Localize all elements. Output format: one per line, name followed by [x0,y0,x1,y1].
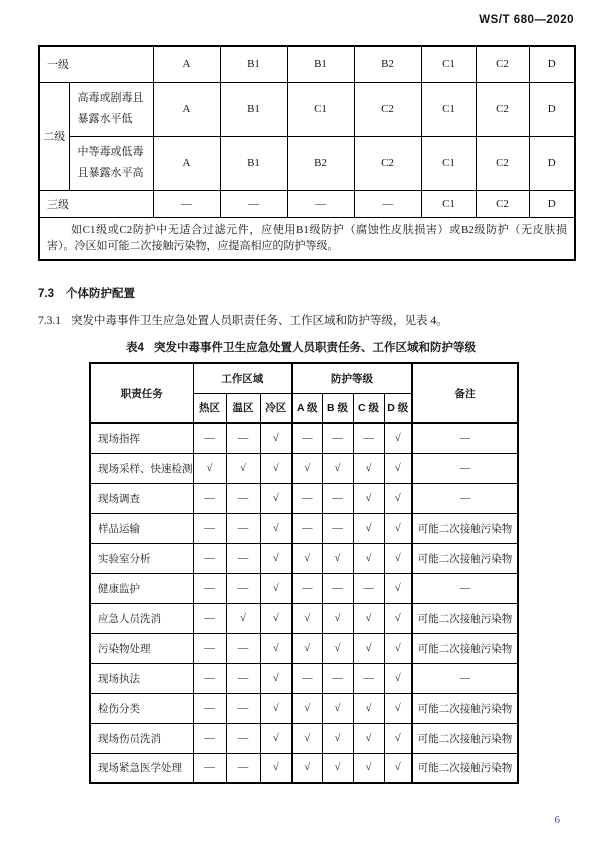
zone-cell: — [193,423,226,453]
col-header-level-a: A 级 [292,393,322,423]
remark-cell: — [412,423,518,453]
col-group-work-area: 工作区域 [193,363,292,393]
level-cell: √ [292,603,322,633]
level-2-label: 二级 [39,82,69,190]
table-row [90,543,518,573]
level-cell: √ [353,483,384,513]
zone-cell: √ [260,543,292,573]
level-cell: — [322,483,353,513]
toxicity-condition: 中等毒或低毒且暴露水平高 [69,136,153,190]
table4-title [0,339,602,355]
level-cell: √ [353,633,384,663]
level-cell: √ [353,603,384,633]
level-cell: √ [384,693,412,723]
zone-cell: — [193,513,226,543]
zone-cell: √ [260,693,292,723]
remark-cell: — [412,453,518,483]
table-row [90,513,518,543]
paragraph-text: 突发中毒事件卫生应急处置人员职责任务、工作区域和防护等级，见表 4。 [71,315,448,327]
table-row [39,82,575,136]
level-cell: C2 [354,136,421,190]
table-row [90,603,518,633]
table-row [90,483,518,513]
level-cell: D [529,46,575,82]
table-row [90,753,518,783]
doc-number: WS/T 680—2020 [479,14,574,26]
level-cell: √ [384,423,412,453]
table-row [90,693,518,723]
level-cell: D [529,136,575,190]
task-cell: 现场紧急医学处理 [90,753,193,783]
level-cell: √ [353,453,384,483]
col-header-level-d: D 级 [384,393,412,423]
level-cell: — [287,190,354,217]
remark-cell: 可能二次接触污染物 [412,633,518,663]
level-cell: — [322,663,353,693]
remark-cell: 可能二次接触污染物 [412,723,518,753]
level-cell: C1 [287,82,354,136]
level-cell: — [292,423,322,453]
level-cell: √ [384,753,412,783]
level-cell: √ [292,693,322,723]
task-cell: 样品运输 [90,513,193,543]
col-header-hot-zone: 热区 [193,393,226,423]
table-row [90,453,518,483]
level-cell: C2 [476,136,529,190]
zone-cell: — [226,693,260,723]
level-cell: B1 [287,46,354,82]
zone-cell: √ [260,723,292,753]
level-cell: √ [322,633,353,663]
section-heading [38,285,135,301]
zone-cell: √ [260,663,292,693]
level-cell: √ [322,753,353,783]
level-cell: √ [384,663,412,693]
level-cell: C1 [421,46,476,82]
level-cell: — [322,573,353,603]
table-row [90,633,518,663]
page-number: 6 [554,814,560,826]
task-cell: 实验室分析 [90,543,193,573]
level-cell: √ [384,573,412,603]
level-cell: √ [322,723,353,753]
table4-number: 表4 [126,342,144,354]
zone-cell: — [193,603,226,633]
zone-cell: — [193,723,226,753]
table-row [39,46,575,82]
zone-cell: √ [260,513,292,543]
col-header-level-c: C 级 [353,393,384,423]
remark-cell: — [412,573,518,603]
remark-cell: 可能二次接触污染物 [412,693,518,723]
level-cell: — [153,190,220,217]
table-row [39,190,575,217]
level-1-label: 一级 [39,46,153,82]
level-cell: A [153,46,220,82]
level-cell: √ [384,513,412,543]
level-cell: — [292,483,322,513]
protection-level-matrix-table [38,45,576,261]
level-cell: B2 [354,46,421,82]
zone-cell: √ [226,603,260,633]
zone-cell: — [193,693,226,723]
col-group-protection: 防护等级 [292,363,412,393]
zone-cell: — [193,753,226,783]
zone-cell: √ [260,753,292,783]
zone-cell: — [226,513,260,543]
table-footnote: 如C1级或C2防护中无适合过滤元件，应使用B1级防护（腐蚀性皮肤损害）或B2级防护（无皮肤损害）。冷区如可能二次接触污染物，应提高相应的防护等级。 [39,217,575,260]
paragraph-number: 7.3.1 [38,315,61,327]
level-cell: C2 [476,190,529,217]
zone-cell: — [226,573,260,603]
zone-cell: — [193,483,226,513]
level-cell: √ [353,693,384,723]
zone-cell: √ [260,483,292,513]
remark-cell: — [412,483,518,513]
level-cell: B1 [220,46,287,82]
level-cell: C1 [421,190,476,217]
zone-cell: √ [260,603,292,633]
col-header-cold-zone: 冷区 [260,393,292,423]
zone-cell: √ [193,453,226,483]
level-cell: √ [292,543,322,573]
level-cell: √ [322,543,353,573]
level-cell: √ [384,633,412,663]
remark-cell: 可能二次接触污染物 [412,753,518,783]
level-3-label: 三级 [39,190,153,217]
toxicity-condition: 高毒或剧毒且暴露水平低 [69,82,153,136]
task-cell: 现场执法 [90,663,193,693]
level-cell: D [529,82,575,136]
level-cell: — [292,573,322,603]
col-header-level-b: B 级 [322,393,353,423]
level-cell: C2 [354,82,421,136]
zone-cell: — [193,663,226,693]
section-paragraph [38,312,448,328]
level-cell: — [292,513,322,543]
level-cell: — [353,423,384,453]
level-cell: √ [384,723,412,753]
level-cell: — [322,423,353,453]
level-cell: — [353,663,384,693]
col-header-warm-zone: 温区 [226,393,260,423]
zone-cell: — [226,753,260,783]
level-cell: √ [384,453,412,483]
table-row [39,136,575,190]
task-cell: 检伤分类 [90,693,193,723]
task-cell: 健康监护 [90,573,193,603]
zone-cell: √ [260,453,292,483]
zone-cell: √ [260,423,292,453]
level-cell: B1 [220,136,287,190]
zone-cell: √ [260,573,292,603]
remark-cell: 可能二次接触污染物 [412,603,518,633]
level-cell: √ [353,513,384,543]
zone-cell: — [226,663,260,693]
remark-cell: 可能二次接触污染物 [412,513,518,543]
level-cell: — [322,513,353,543]
level-cell: B1 [220,82,287,136]
table-row [39,217,575,260]
zone-cell: — [226,723,260,753]
level-cell: — [353,573,384,603]
task-cell: 污染物处理 [90,633,193,663]
section-title: 个体防护配置 [66,288,135,300]
level-cell: √ [353,753,384,783]
level-cell: √ [292,753,322,783]
level-cell: √ [384,603,412,633]
zone-cell: — [226,483,260,513]
level-cell: C2 [476,46,529,82]
level-cell: C1 [421,82,476,136]
level-cell: A [153,136,220,190]
task-cell: 应急人员洗消 [90,603,193,633]
duty-protection-table [89,362,519,784]
zone-cell: — [193,633,226,663]
table-row [90,423,518,453]
task-cell: 现场采样、快速检测 [90,453,193,483]
level-cell: — [220,190,287,217]
level-cell: √ [292,723,322,753]
task-cell: 现场指挥 [90,423,193,453]
level-cell: √ [353,723,384,753]
col-header-remark: 备注 [412,363,518,423]
section-number: 7.3 [38,288,54,300]
level-cell: √ [384,543,412,573]
level-cell: B2 [287,136,354,190]
zone-cell: — [193,573,226,603]
table-row [90,573,518,603]
level-cell: — [292,663,322,693]
zone-cell: — [226,423,260,453]
level-cell: C1 [421,136,476,190]
level-cell: √ [292,633,322,663]
level-cell: √ [322,603,353,633]
level-cell: √ [353,543,384,573]
zone-cell: — [226,633,260,663]
level-cell: A [153,82,220,136]
level-cell: D [529,190,575,217]
col-header-task: 职责任务 [90,363,193,423]
table-header-row [90,363,518,393]
task-cell: 现场调查 [90,483,193,513]
level-cell: C2 [476,82,529,136]
remark-cell: — [412,663,518,693]
level-cell: √ [322,453,353,483]
zone-cell: — [226,543,260,573]
level-cell: √ [292,453,322,483]
level-cell: √ [384,483,412,513]
level-cell: — [354,190,421,217]
task-cell: 现场伤员洗消 [90,723,193,753]
zone-cell: √ [260,633,292,663]
level-cell: √ [322,693,353,723]
zone-cell: √ [226,453,260,483]
zone-cell: — [193,543,226,573]
remark-cell: 可能二次接触污染物 [412,543,518,573]
table-row [90,663,518,693]
table-row [90,723,518,753]
table4-title-text: 突发中毒事件卫生应急处置人员职责任务、工作区域和防护等级 [153,342,476,354]
